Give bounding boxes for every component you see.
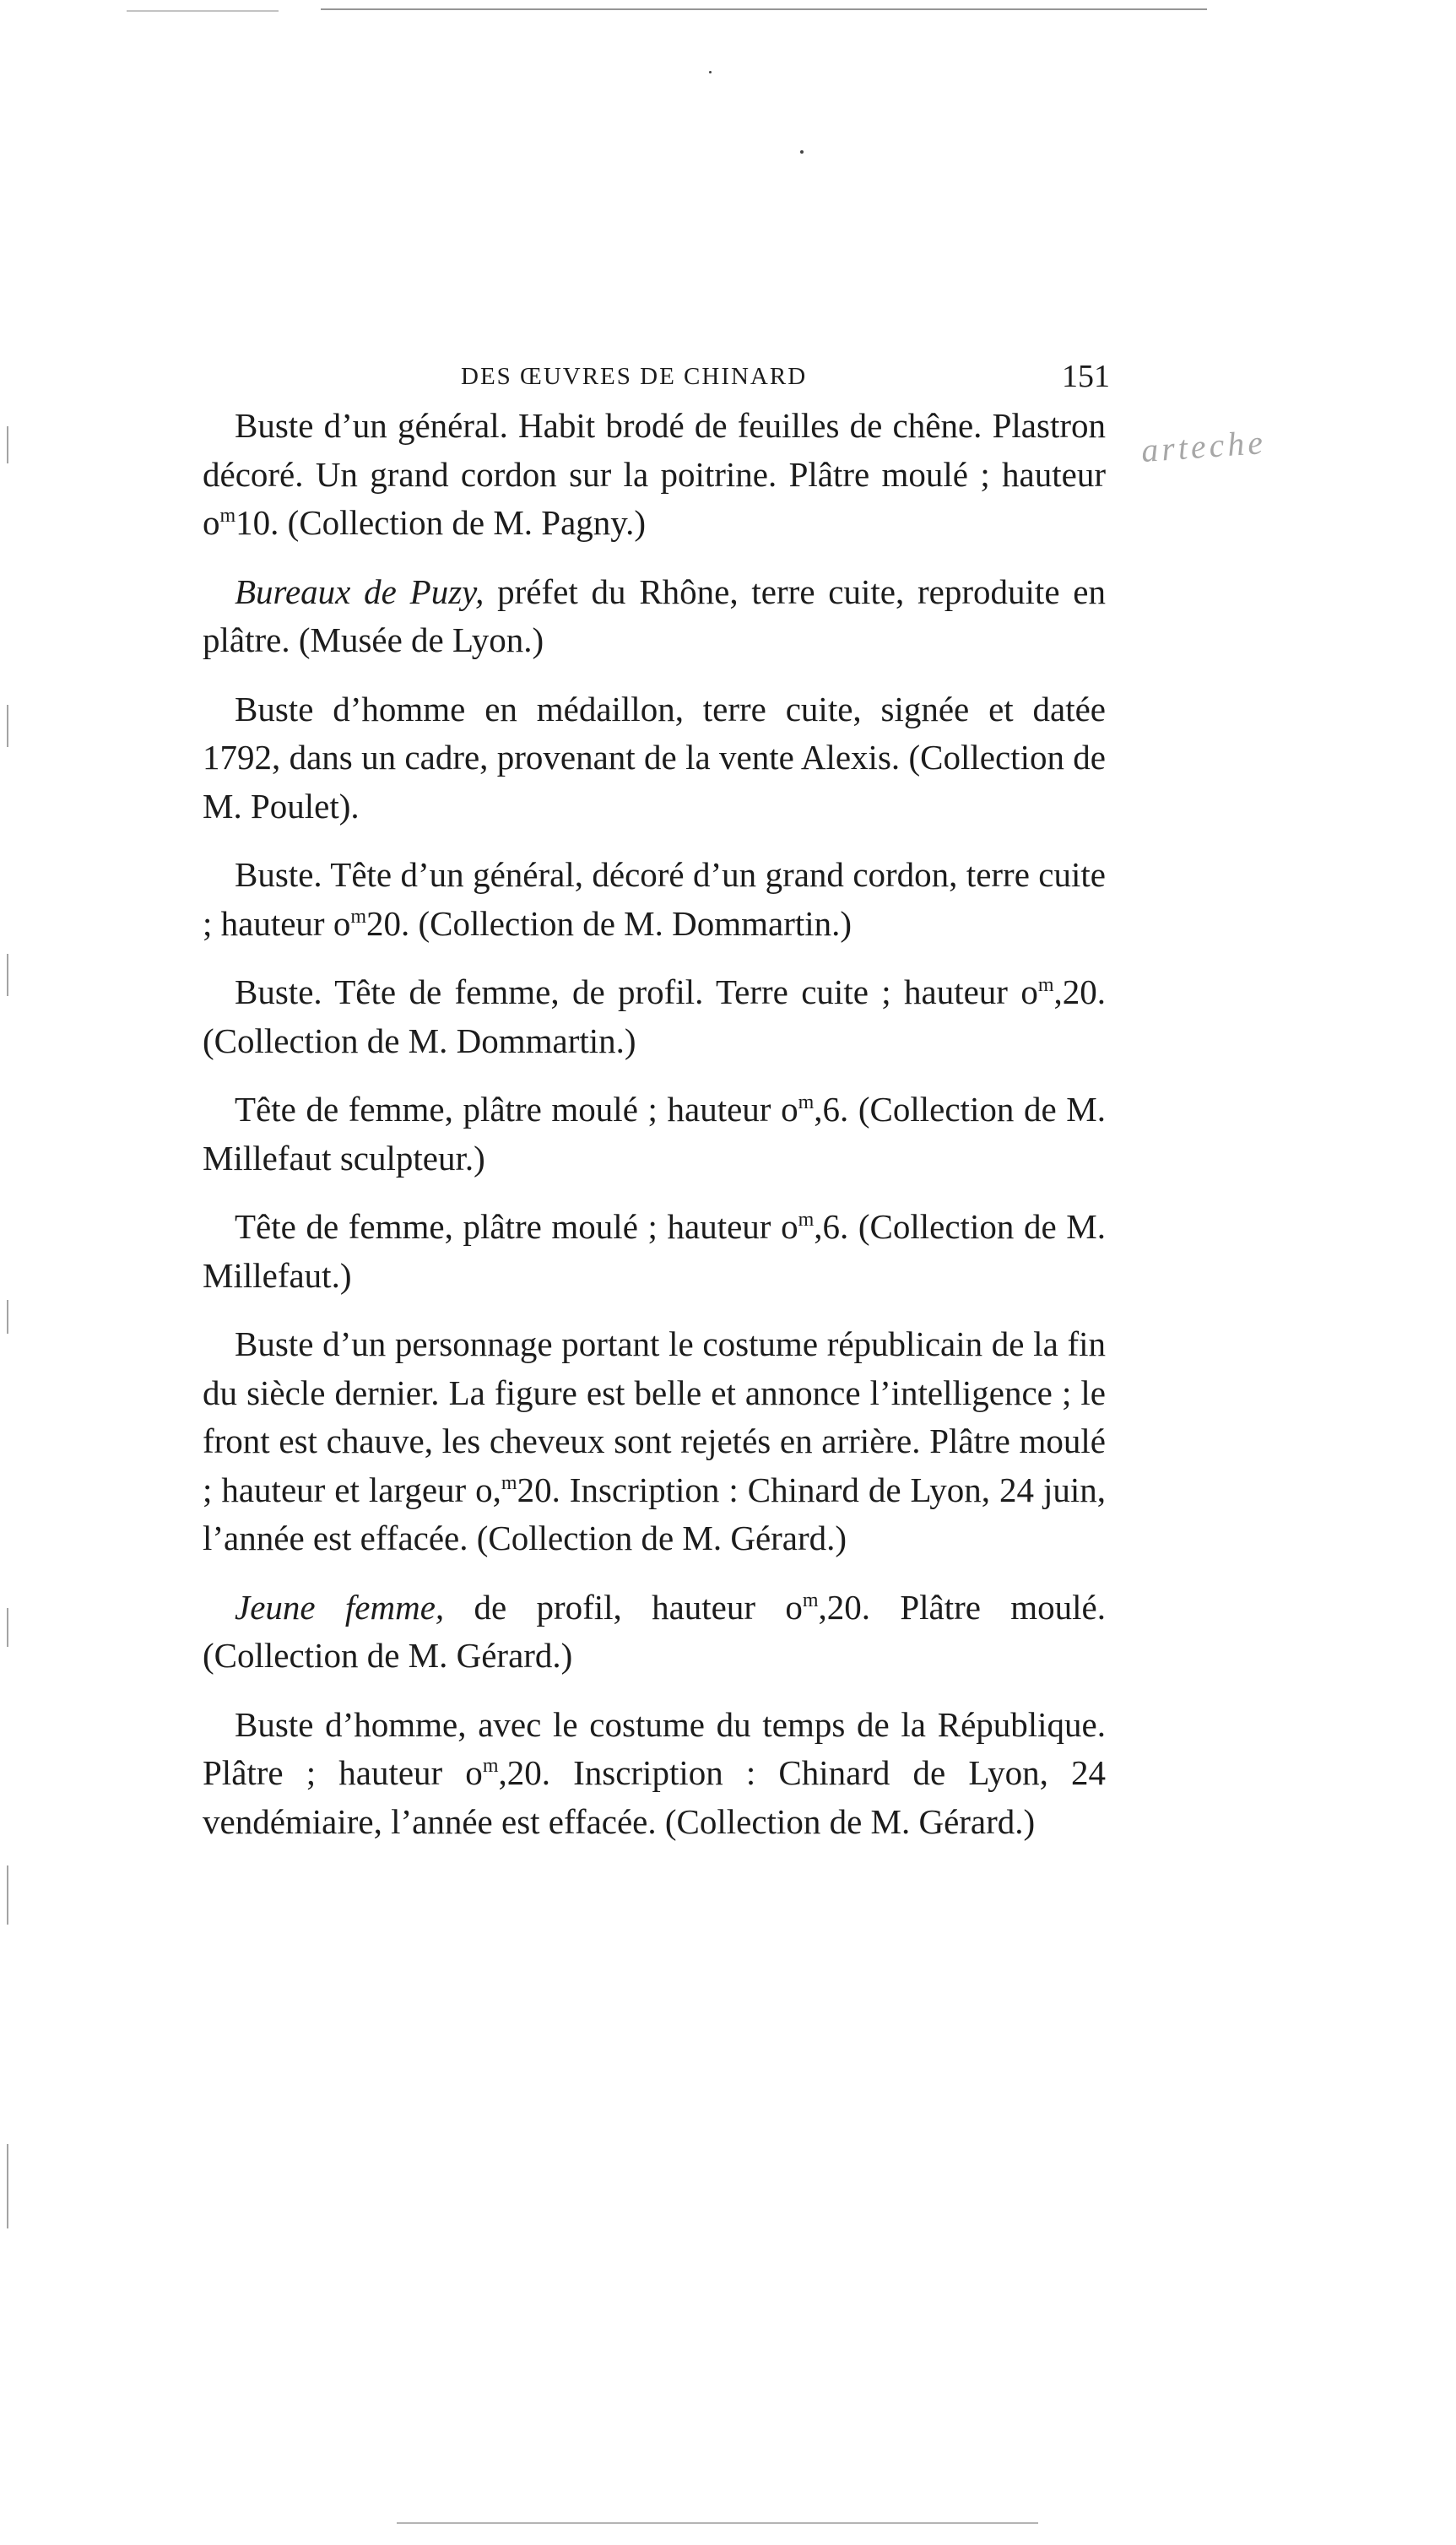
entry-text: 10. (Collection de M. Pagny.) [235, 503, 647, 542]
left-edge-mark [7, 954, 8, 996]
unit-superscript: m [798, 1091, 815, 1113]
left-edge-mark [7, 705, 8, 747]
left-edge-mark [7, 1608, 8, 1647]
entry-text: Tête de femme, plâtre moulé ; hauteur o [235, 1207, 798, 1246]
top-edge-rule-left [127, 10, 279, 12]
catalogue-entry [203, 968, 1106, 1065]
entry-text: Buste. Tête de femme, de profil. Terre cuite ; hauteur o [235, 972, 1038, 1011]
speck [709, 71, 712, 73]
catalogue-entry [203, 1203, 1106, 1300]
page-number: 151 [1062, 359, 1110, 394]
entry-text: Buste d’homme, avec le costume du temps de la République. Plâtre ; hauteur o [203, 1704, 1106, 1792]
catalogue-entry [203, 402, 1106, 548]
catalogue-entry [203, 1584, 1106, 1681]
catalogue-entries [203, 402, 1106, 1846]
left-edge-mark [7, 1865, 8, 1925]
unit-superscript: m [219, 505, 236, 527]
catalogue-entry [203, 1701, 1106, 1847]
entry-text: Tête de femme, plâtre moulé ; hauteur o [235, 1090, 798, 1129]
entry-text: 20. (Collection de M. Dommartin.) [366, 903, 852, 943]
unit-superscript: m [798, 1209, 815, 1231]
left-edge-mark [7, 2144, 8, 2228]
top-edge-rule [321, 8, 1207, 10]
entry-text: préfet du Rhône, terre cuite, reproduite en plâtre. (Musée de Lyon.) [203, 571, 1107, 659]
unit-superscript: m [501, 1471, 517, 1494]
speck [800, 150, 804, 154]
book-page [203, 359, 1110, 1866]
unit-superscript: m [1037, 974, 1054, 996]
entry-text: ,20. Plâtre moulé. (Collection de M. Gérard.) [203, 1587, 1106, 1675]
entry-title-italic: Bureaux de Puzy, [235, 571, 484, 611]
entry-text: ,6. (Collection de M. Millefaut.) [203, 1207, 1106, 1295]
catalogue-entry [203, 568, 1106, 665]
entry-text: Buste d’un général. Habit brodé de feuilles de chêne. Plastron décoré. Un grand cordon sur la poitrine. Plâtre moulé ; hauteur o [203, 406, 1106, 542]
entry-title-italic: Jeune femme, [235, 1587, 445, 1627]
unit-superscript: m [802, 1589, 819, 1611]
entry-text: Buste d’homme en médaillon, terre cuite, signée et datée 1792, dans un cadre, provenant de la vente Alexis. (Collection de M. Poulet). [203, 689, 1106, 826]
bottom-edge-rule [397, 2522, 1038, 2524]
running-head [211, 359, 1110, 402]
left-edge-mark [7, 1300, 8, 1334]
entry-text: Buste. Tête d’un général, décoré d’un grand cordon, terre cuite ; hauteur o [203, 855, 1106, 943]
entry-text: ,20. Inscription : Chinard de Lyon, 24 vendémiaire, l’année est effacée. (Collection de M. Gérard.) [203, 1753, 1107, 1841]
catalogue-entry [203, 685, 1106, 831]
left-edge-mark [7, 426, 8, 463]
entry-text: 20. Inscription : Chinard de Lyon, 24 juin, l’année est effacée. (Collection de M. Gérard.) [203, 1470, 1106, 1557]
marginal-handwritten-note: arteche [1139, 422, 1268, 470]
entry-text: Buste d’un personnage portant le costume républicain de la fin du siècle dernier. La figure est belle et annonce l’intelligence ; le front est chauve, les cheveux sont rejetés en arrière. Plâtre moulé ; hauteur et largeur o, [203, 1324, 1106, 1509]
unit-superscript: m [350, 905, 367, 928]
catalogue-entry [203, 1320, 1106, 1563]
entry-text: ,6. (Collection de M. Millefaut sculpteur.) [203, 1090, 1106, 1178]
catalogue-entry [203, 1086, 1106, 1183]
catalogue-entry [203, 851, 1106, 948]
entry-text: ,20. (Collection de M. Dommartin.) [203, 972, 1106, 1060]
entry-text: de profil, hauteur o [444, 1587, 803, 1627]
running-title: DES ŒUVRES DE CHINARD [461, 363, 808, 390]
unit-superscript: m [482, 1755, 499, 1777]
